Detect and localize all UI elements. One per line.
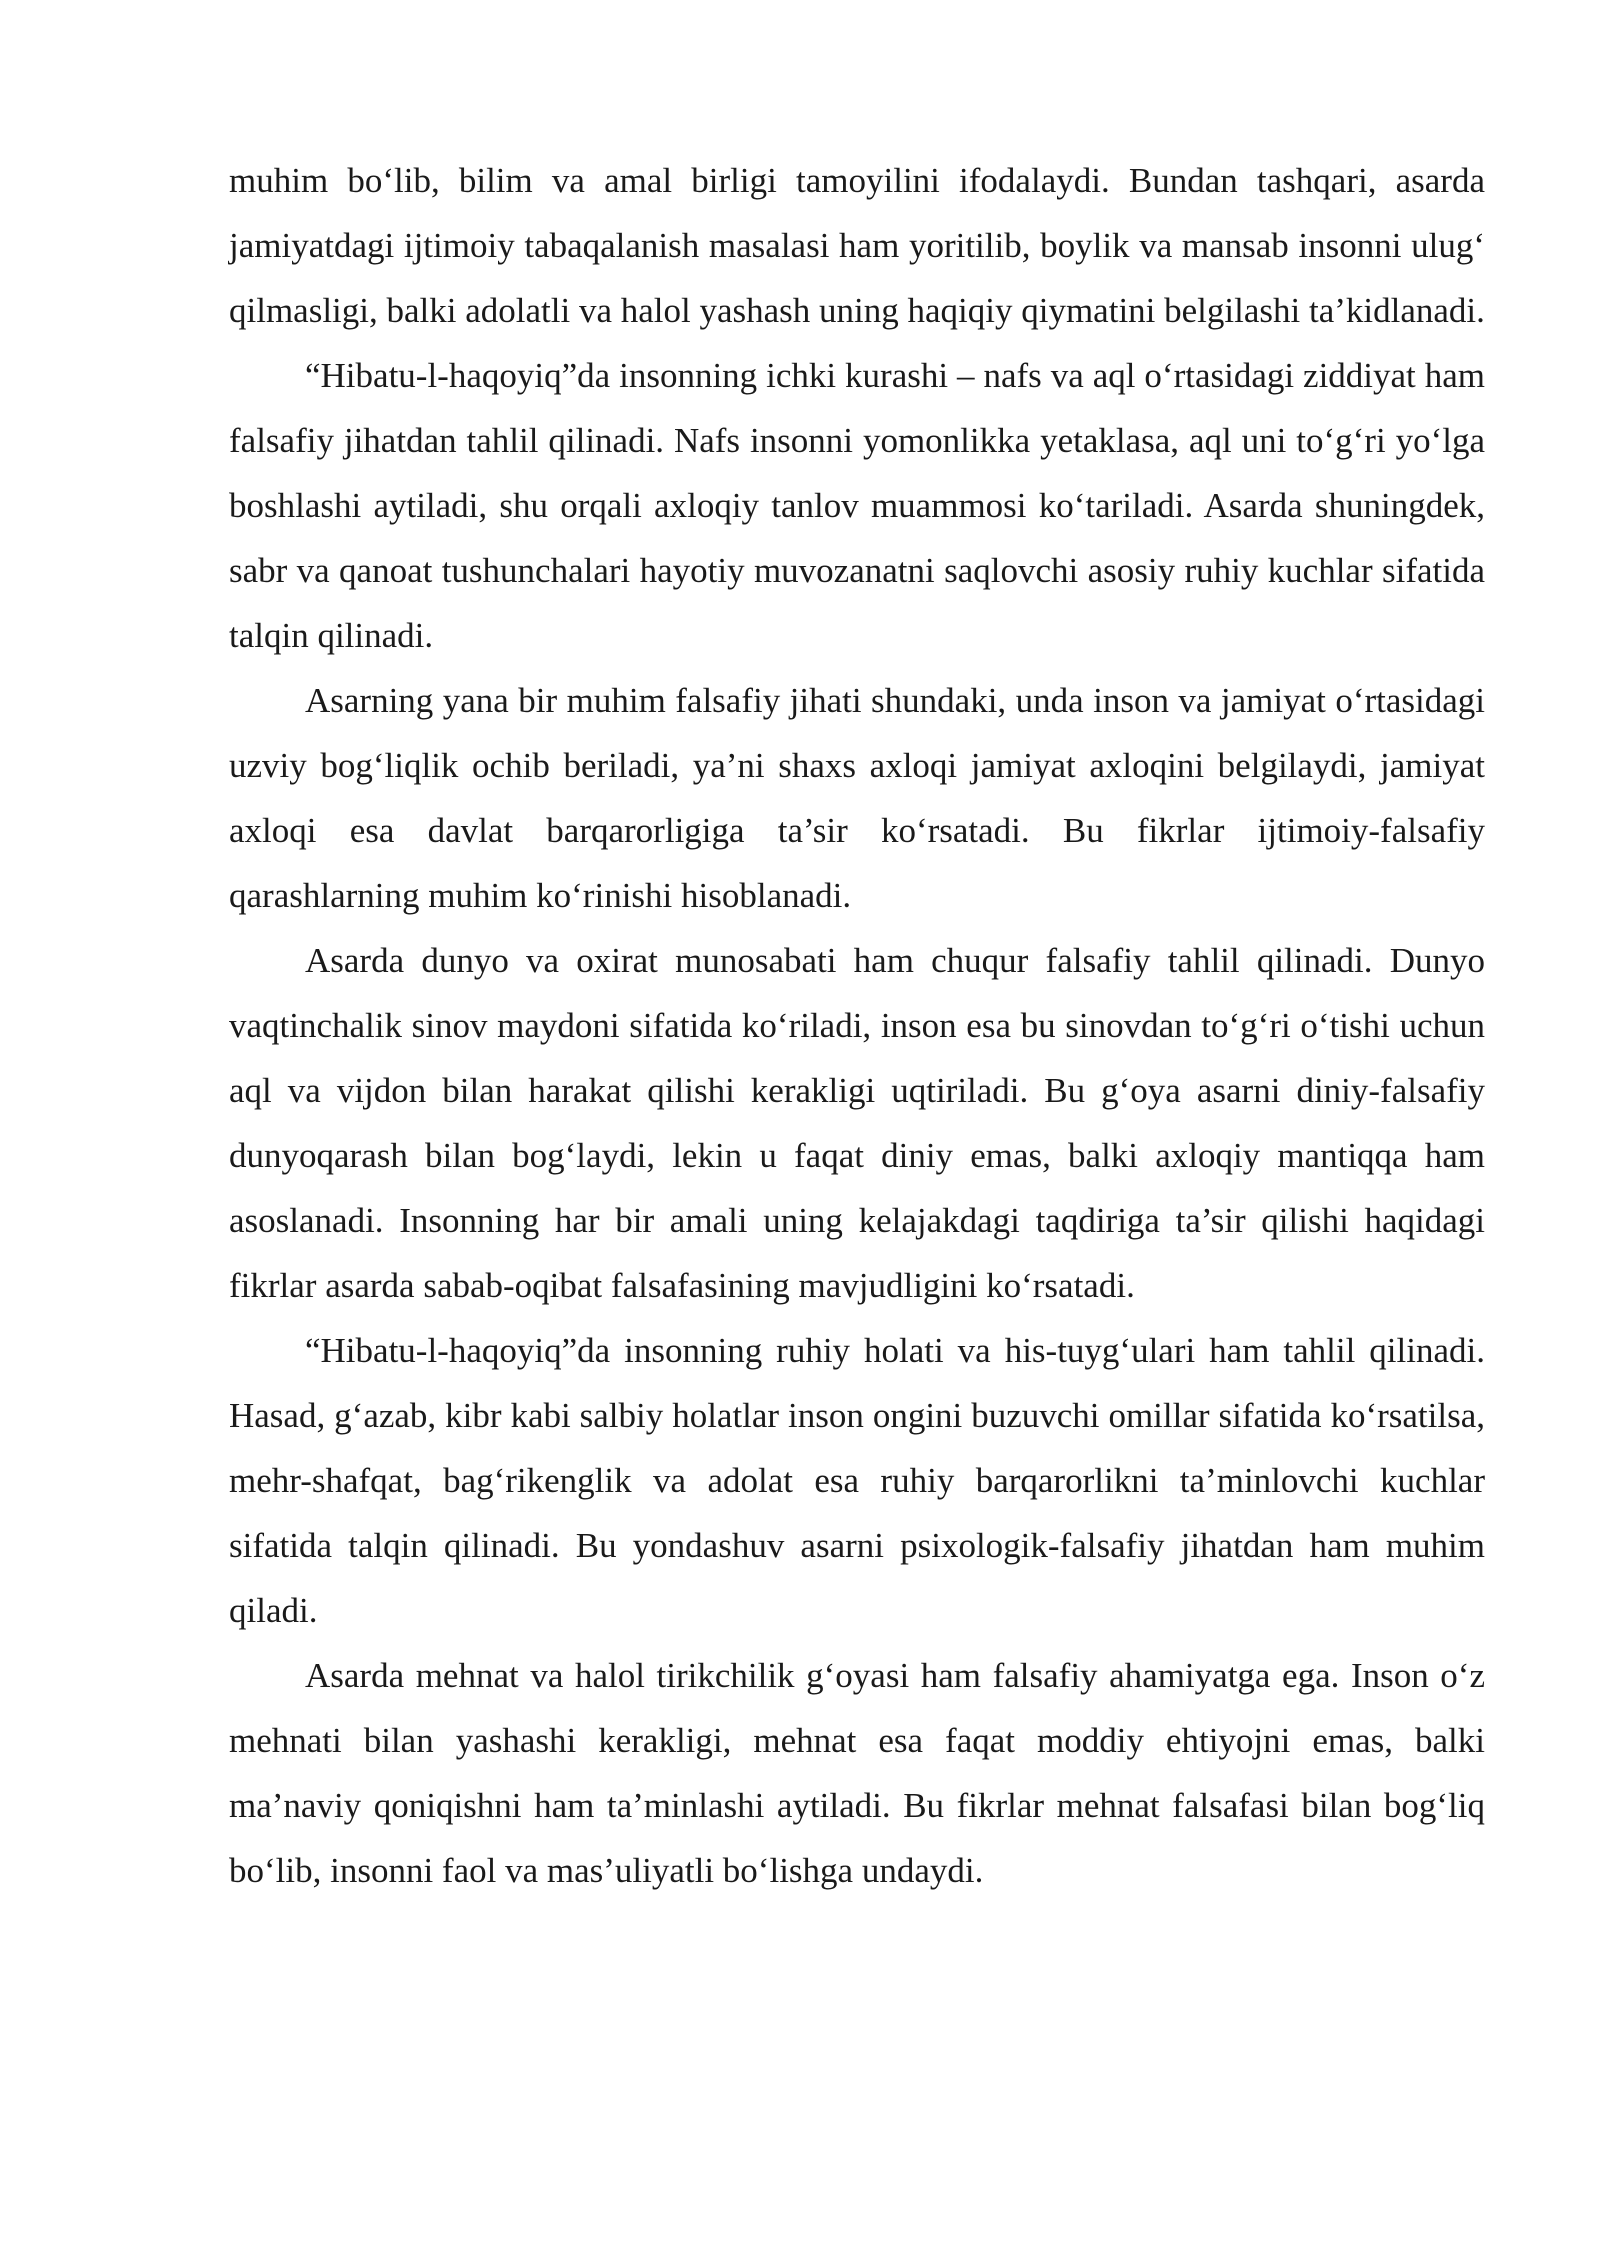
paragraph-ruhiy-holat: “Hibatu-l-haqoyiq”da insonning ruhiy holati va his-tuyg‘ulari ham tahlil qilinadi. Hasad, g‘azab, kibr kabi salbiy holatlar inson ongini buzuvchi omillar sifatida ko‘rsatilsa, mehr-shafqat, bag‘rikenglik va adolat esa ruhiy barqarorlikni ta’minlovchi kuchlar sifatida talqin qilinadi. Bu yondashuv asarni psixologik-falsafiy jihatdan ham muhim qiladi. (229, 1331, 1485, 1630)
paragraph-dunyo-va-oxirat: Asarda dunyo va oxirat munosabati ham chuqur falsafiy tahlil qilinadi. Dunyo vaqtinchalik sinov maydoni sifatida ko‘riladi, inson esa bu sinovdan to‘g‘ri o‘tishi uchun aql va vijdon bilan harakat qilishi kerakligi uqtiriladi. Bu g‘oya asarni diniy-falsafiy dunyoqarash bilan bog‘laydi, lekin u faqat diniy emas, balki axloqiy mantiqqa ham asoslanadi. Insonning har bir amali uning kelajakdagi taqdiriga ta’sir qilishi haqidagi fikrlar asarda sabab-oqibat falsafasining mavjudligini ko‘rsatadi. (229, 941, 1485, 1305)
paragraph-continued: muhim bo‘lib, bilim va amal birligi tamoyilini ifodalaydi. Bundan tashqari, asarda jamiyatdagi ijtimoiy tabaqalanish masalasi ham yoritilib, boylik va mansab insonni ulug‘ qilmasligi, balki adolatli va halol yashash uning haqiqiy qiymatini belgilashi ta’kidlanadi. (229, 161, 1485, 330)
paragraph-nafs-va-aql: “Hibatu-l-haqoyiq”da insonning ichki kurashi – nafs va aql o‘rtasidagi ziddiyat ham falsafiy jihatdan tahlil qilinadi. Nafs insonni yomonlikka yetaklasa, aql uni to‘g‘ri yo‘lga boshlashi aytiladi, shu orqali axloqiy tanlov muammosi ko‘tariladi. Asarda shuningdek, sabr va qanoat tushunchalari hayotiy muvozanatni saqlovchi asosiy ruhiy kuchlar sifatida talqin qilinadi. (229, 356, 1485, 655)
document-body (229, 148, 1485, 1903)
paragraph-mehnat: Asarda mehnat va halol tirikchilik g‘oyasi ham falsafiy ahamiyatga ega. Inson o‘z mehnati bilan yashashi kerakligi, mehnat esa faqat moddiy ehtiyojni emas, balki ma’naviy qoniqishni ham ta’minlashi aytiladi. Bu fikrlar mehnat falsafasi bilan bog‘liq bo‘lib, insonni faol va mas’uliyatli bo‘lishga undaydi. (229, 1656, 1485, 1890)
paragraph-inson-va-jamiyat: Asarning yana bir muhim falsafiy jihati shundaki, unda inson va jamiyat o‘rtasidagi uzviy bog‘liqlik ochib beriladi, ya’ni shaxs axloqi jamiyat axloqini belgilaydi, jamiyat axloqi esa davlat barqarorligiga ta’sir ko‘rsatadi. Bu fikrlar ijtimoiy-falsafiy qarashlarning muhim ko‘rinishi hisoblanadi. (229, 681, 1485, 915)
